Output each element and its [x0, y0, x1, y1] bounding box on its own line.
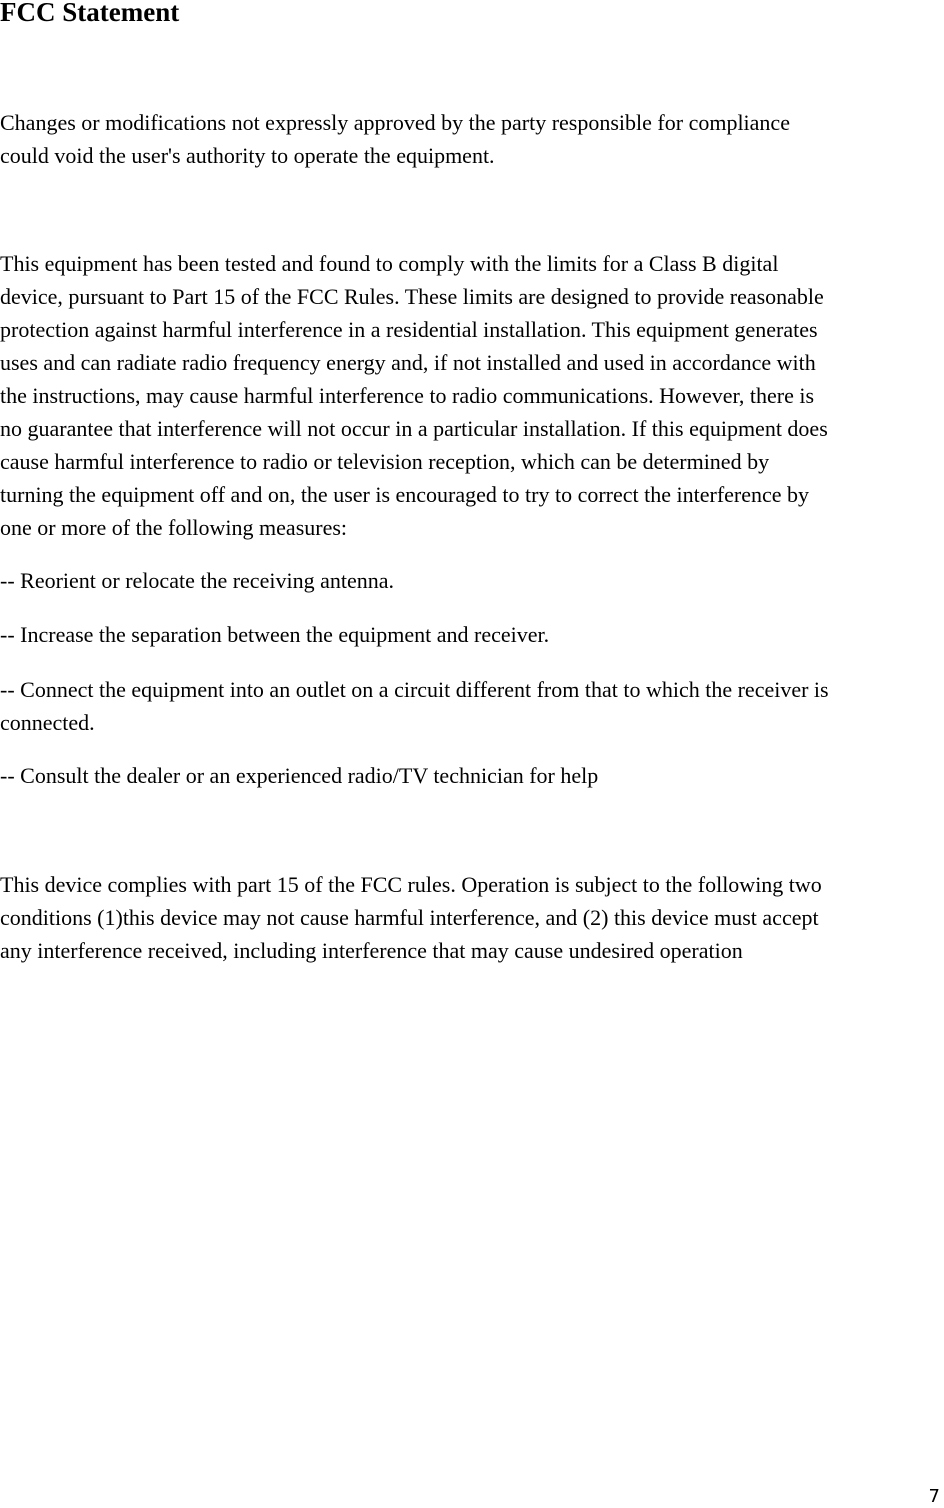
text-line: turning the equipment off and on, the user is encouraged to try to correct the interference by — [0, 482, 810, 507]
text-line: -- Consult the dealer or an experienced radio/TV technician for help — [0, 763, 599, 788]
modifications-paragraph — [0, 106, 944, 172]
text-line: no guarantee that interference will not occur in a particular installation. If this equipment does — [0, 416, 828, 441]
text-line: cause harmful interference to radio or television reception, which can be determined by — [0, 449, 770, 474]
page-number: 7 — [928, 1486, 940, 1507]
text-line: connected. — [0, 710, 95, 735]
text-line: any interference received, including interference that may cause undesired operation — [0, 938, 743, 963]
text-line: -- Increase the separation between the equipment and receiver. — [0, 622, 550, 647]
measure-item — [0, 618, 944, 651]
measure-item — [0, 759, 944, 792]
page-title: FCC Statement — [0, 0, 180, 27]
text-line: conditions (1)this device may not cause harmful interference, and (2) this device must accept — [0, 905, 819, 930]
part15-paragraph — [0, 868, 944, 967]
text-line: uses and can radiate radio frequency energy and, if not installed and used in accordance with — [0, 350, 816, 375]
text-line: -- Connect the equipment into an outlet on a circuit different from that to which the receiver is — [0, 677, 829, 702]
text-line: This device complies with part 15 of the FCC rules. Operation is subject to the following two — [0, 872, 822, 897]
text-line: This equipment has been tested and found to comply with the limits for a Class B digital — [0, 251, 779, 276]
measure-item — [0, 564, 944, 597]
text-line: protection against harmful interference in a residential installation. This equipment generates — [0, 317, 818, 342]
measure-item — [0, 673, 944, 739]
text-line: device, pursuant to Part 15 of the FCC Rules. These limits are designed to provide reasonable — [0, 284, 824, 309]
text-line: one or more of the following measures: — [0, 515, 348, 540]
text-line: Changes or modifications not expressly approved by the party responsible for compliance — [0, 110, 790, 135]
text-line: could void the user's authority to operate the equipment. — [0, 143, 495, 168]
compliance-paragraph — [0, 247, 944, 544]
text-line: -- Reorient or relocate the receiving antenna. — [0, 568, 394, 593]
text-line: the instructions, may cause harmful interference to radio communications. However, there is — [0, 383, 815, 408]
